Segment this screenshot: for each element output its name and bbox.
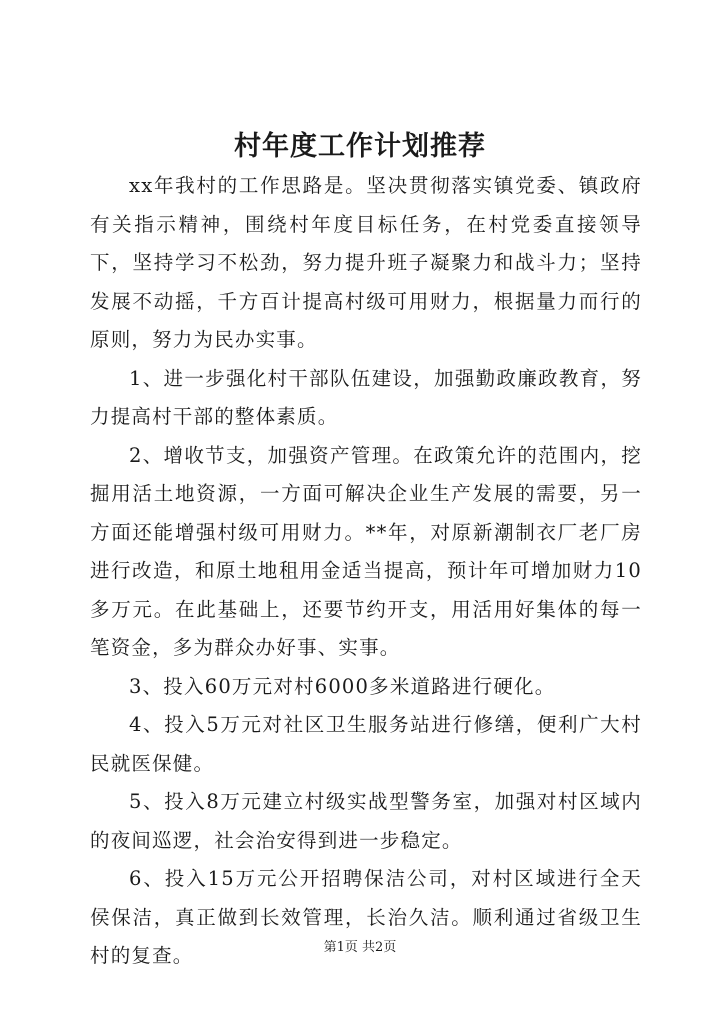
paragraph-item-1: 1、进一步强化村干部队伍建设，加强勤政廉政教育，努力提高村干部的整体素质。	[90, 366, 642, 428]
document-body	[90, 167, 642, 976]
page-footer: 第1页 共2页	[323, 940, 397, 955]
paragraph-item-5: 5、投入8万元建立村级实战型警务室，加强对村区域内的夜间巡逻，社会治安得到进一步稳定。	[90, 790, 642, 852]
paragraph-item-4: 4、投入5万元对社区卫生服务站进行修缮，便利广大村民就医保健。	[90, 713, 642, 775]
paragraph-item-6: 6、投入15万元公开招聘保洁公司，对村区域进行全天侯保洁，真正做到长效管理，长治久洁。顺利通过省级卫生村的复查。	[90, 867, 642, 967]
paragraph-item-3: 3、投入60万元对村6000多米道路进行硬化。	[129, 674, 556, 698]
page-title: 村年度工作计划推荐	[234, 131, 486, 162]
paragraph-item-2: 2、增收节支，加强资产管理。在政策允许的范围内，挖掘用活土地资源，一方面可解决企业生产发展的需要，另一方面还能增强村级可用财力。**年，对原新潮制衣厂老厂房进行改造，和原土地租用金适当提高，预计年可增加财力10多万元。在此基础上，还要节约开支，用活用好集体的每一笔资金，多为群众办好事、实事。	[90, 443, 642, 659]
paragraph-intro: xx年我村的工作思路是。坚决贯彻落实镇党委、镇政府有关指示精神，围绕村年度目标任务，在村党委直接领导下，坚持学习不松劲，努力提升班子凝聚力和战斗力；坚持发展不动摇，千方百计提高村级可用财力，根据量力而行的原则，努力为民办实事。	[90, 174, 642, 351]
